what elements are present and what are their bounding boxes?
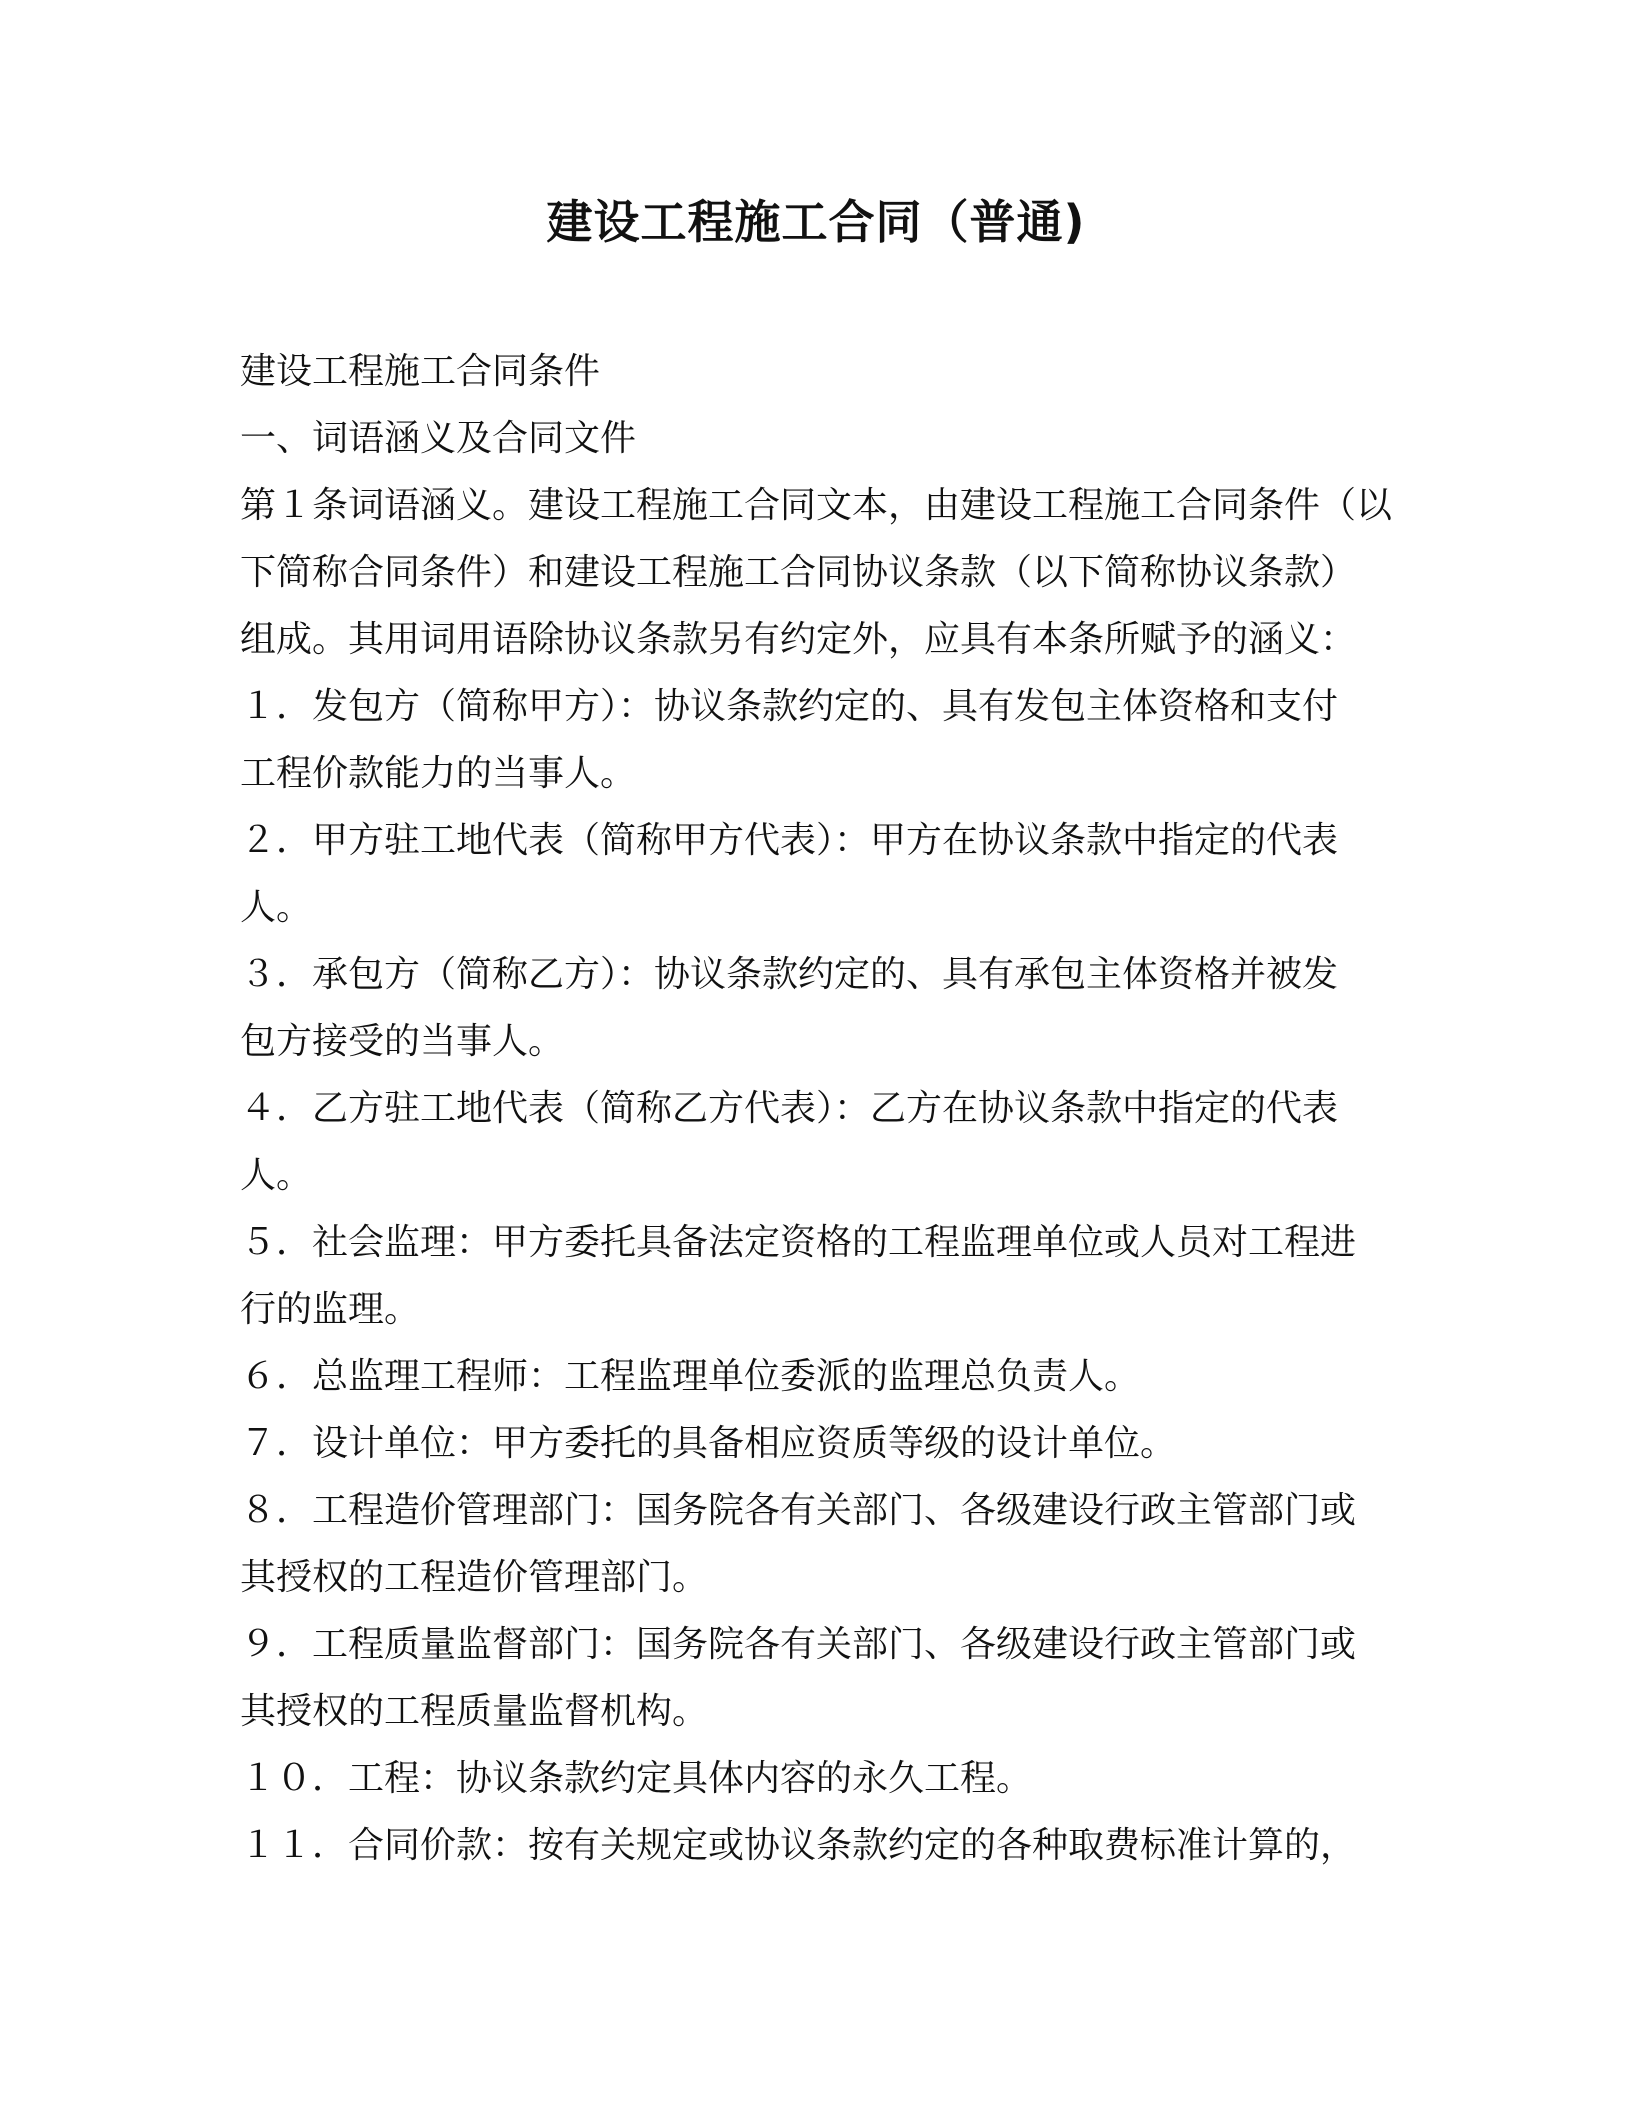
text-line: ２．甲方驻工地代表（简称甲方代表）：甲方在协议条款中指定的代表 [240, 820, 1339, 861]
text-line: 包方接受的当事人。 [240, 1021, 565, 1062]
chapter-heading: 一、词语涵义及合同文件 [240, 418, 637, 459]
text-line: 人。 [240, 887, 313, 928]
text-line: １．发包方（简称甲方）：协议条款约定的、具有发包主体资格和支付 [240, 686, 1339, 727]
text-line: ６．总监理工程师：工程监理单位委派的监理总负责人。 [240, 1356, 1141, 1397]
text-line: 人。 [240, 1155, 313, 1196]
document-body [240, 338, 1392, 1879]
text-line: 第１条词语涵义。建设工程施工合同文本，由建设工程施工合同条件（以 [240, 485, 1393, 526]
text-line: １１．合同价款：按有关规定或协议条款约定的各种取费标准计算的， [240, 1825, 1357, 1866]
text-line: ７．设计单位：甲方委托的具备相应资质等级的设计单位。 [240, 1423, 1177, 1464]
document-title: 建设工程施工合同（普通) [546, 195, 1086, 249]
text-line: 其授权的工程质量监督机构。 [240, 1691, 709, 1732]
text-line: ９．工程质量监督部门：国务院各有关部门、各级建设行政主管部门或 [240, 1624, 1357, 1665]
text-line: ４．乙方驻工地代表（简称乙方代表）：乙方在协议条款中指定的代表 [240, 1088, 1339, 1129]
text-line: 行的监理。 [240, 1289, 421, 1330]
text-line: 下简称合同条件）和建设工程施工合同协议条款（以下简称协议条款） [240, 552, 1357, 593]
text-line: 其授权的工程造价管理部门。 [240, 1557, 709, 1598]
section-heading: 建设工程施工合同条件 [240, 351, 601, 392]
text-line: ３．承包方（简称乙方）：协议条款约定的、具有承包主体资格并被发 [240, 954, 1339, 995]
text-line: １０．工程：协议条款约定具体内容的永久工程。 [240, 1758, 1033, 1799]
text-line: ５．社会监理：甲方委托具备法定资格的工程监理单位或人员对工程进 [240, 1222, 1357, 1263]
text-line: 组成。其用词用语除协议条款另有约定外，应具有本条所赋予的涵义： [240, 619, 1357, 660]
text-line: 工程价款能力的当事人。 [240, 753, 637, 794]
text-line: ８．工程造价管理部门：国务院各有关部门、各级建设行政主管部门或 [240, 1490, 1357, 1531]
